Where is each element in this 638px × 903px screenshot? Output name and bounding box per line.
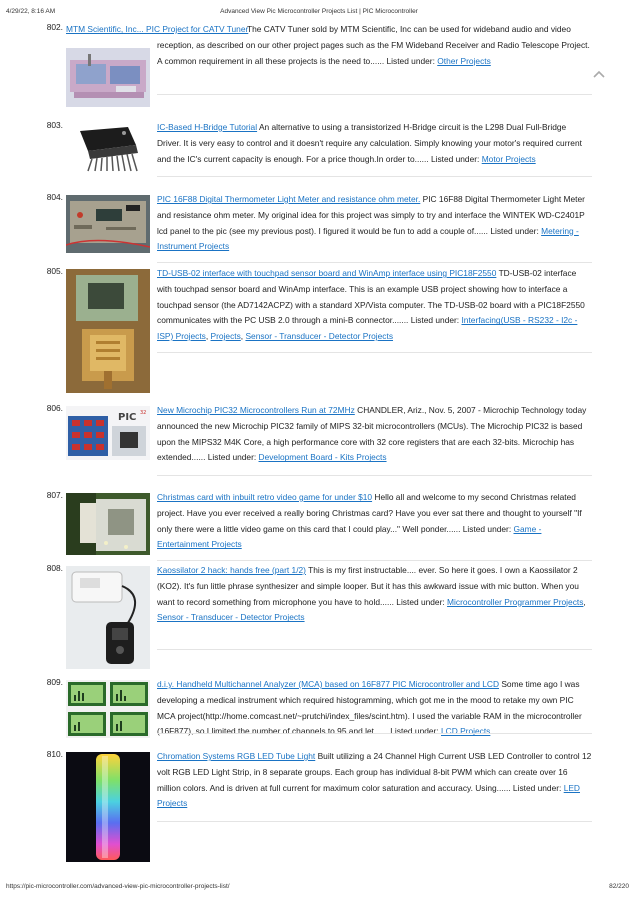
project-link[interactable]: TD-USB-02 interface with touchpad sensor board and WinAmp interface using PIC18F2550 <box>157 268 497 278</box>
entry-number: 805. <box>46 266 63 276</box>
kaossilator-image <box>66 566 150 669</box>
project-link[interactable]: Kaossilator 2 hack: hands free (part 1/2) <box>157 565 306 575</box>
print-footer <box>0 883 638 895</box>
entry-description: This is my first instructable.... ever. So here it goes. I own a Kaossilator 2 (KO2). It's fun little phrase synthesizer and simple looper. But it has this awkward issue with mic button. When you want to record something from microphone you have to hold...... <box>157 565 579 607</box>
entry-description: Built utilizing a 24 Channel High Current USB LED Controller to control 12 volt RGB LED Light Strip, in 8 separate groups. Each group has individual 8-bit PWM which can create over 16 million colors. And is driven at full current for maximum color saturation and accuracy. Using...... <box>157 751 592 793</box>
project-thumbnail <box>66 406 150 460</box>
project-link[interactable]: IC-Based H-Bridge Tutorial <box>157 122 258 132</box>
category-link[interactable]: Interfacing(USB - RS232 - I2c -ISP) Projects <box>157 315 578 342</box>
project-thumbnail <box>66 493 150 555</box>
project-thumbnail <box>66 680 150 738</box>
listed-under-label: Listed under: <box>207 452 257 463</box>
l298-chip-image <box>66 123 150 175</box>
entry-text: TD-USB-02 interface with touchpad sensor board and WinAmp interface using PIC18F2550 TD-USB-02 interface with touchpad sensor board and WinAmp interface. This is an example USB project showing how to interface a touchpad sensor (the AD7142ACPZ) with a standard XP/Vista computer. The TD-USB-02 board with a PIC18F2550 communicates with the PC USB 2.0 through a mini-B connector....... Listed under: Interfacing(USB - RS232 - I2c -ISP) Projects, Projects, Sensor - Transducer - Detector Projects <box>157 268 585 342</box>
mca-lcd-image <box>66 680 150 738</box>
divider <box>157 94 592 95</box>
project-thumbnail <box>66 752 150 862</box>
divider <box>157 176 592 177</box>
page-url: https://pic-microcontroller.com/advanced-view-pic-microcontroller-projects-list/ <box>6 883 230 890</box>
svg-text:32: 32 <box>140 410 147 416</box>
project-link[interactable]: Christmas card with inbuilt retro video game for under $10 <box>157 492 373 502</box>
chevron-up-icon[interactable] <box>592 69 606 79</box>
entry-description: Some time ago I was developing a medical instrument which required histogramming, which got me in the mood to retake my own PIC MCA project(http://home.comcast.net/~prutchi/index_files/scint.htm). I used the variable RAM in the microcontroller (16F877), so I limited the number of channels to 95 and let...... <box>157 679 582 737</box>
touchpad-board-image <box>66 269 150 393</box>
listed-under-label: Listed under: <box>390 726 439 737</box>
entry-description: TD-USB-02 interface with touchpad sensor board and WinAmp interface. This is an example USB project showing how to interface a touchpad sensor (the AD7142ACPZ) with a standard XP/Vista computer. The TD-USB-02 board with a PIC18F2550 communicates with the PC USB 2.0 through a mini-B connector....... <box>157 268 585 326</box>
listed-under-label: Listed under: <box>490 225 539 236</box>
entry-text <box>157 677 592 740</box>
entry-text <box>157 490 592 553</box>
entry-number: 806. <box>46 403 63 413</box>
project-thumbnail <box>66 566 150 669</box>
catv-tuner-image <box>66 48 150 107</box>
listed-under-label: Listed under: <box>410 315 460 326</box>
entry-number: 804. <box>46 192 63 202</box>
entry-number: 809. <box>46 677 63 687</box>
thermometer-board-image <box>66 195 150 253</box>
divider <box>157 649 592 650</box>
divider <box>157 475 592 476</box>
divider <box>157 262 592 263</box>
christmas-card-image <box>66 493 150 555</box>
svg-text:PIC: PIC <box>118 412 137 423</box>
project-thumbnail <box>66 123 150 175</box>
entry-text: Kaossilator 2 hack: hands free (part 1/2) This is my first instructable.... ever. So here it goes. I own a Kaossilator 2 (KO2). It's fun little phrase synthesizer and simple looper. But it has this awkward issue with mic button. When you want to record something from microphone you have to hold...... Listed under: Microcontroller Programmer Projects, Sensor - Transducer - Detector Projects <box>157 565 586 623</box>
listed-under-label: Listed under: <box>396 596 445 607</box>
listed-under-label: Listed under: <box>512 782 562 793</box>
entry-text <box>66 22 592 69</box>
entry-text <box>157 192 592 255</box>
listed-under-label: Listed under: <box>462 523 512 534</box>
category-link[interactable]: LCD Projects <box>441 726 491 737</box>
divider <box>157 352 592 353</box>
listed-under-label: Listed under: <box>386 55 435 66</box>
page-number: 82/220 <box>609 883 629 890</box>
pic32-board-image <box>66 406 150 460</box>
project-thumbnail <box>66 269 150 393</box>
project-link[interactable]: MTM Scientific, Inc... PIC Project for CATV Tuner <box>66 24 249 34</box>
divider <box>157 821 592 822</box>
entry-description: An alternative to using a transistorized H-Bridge circuit is the L298 Dual Full-Bridge Driver. It is very easy to control and it doesn't require any calculation. Simply knowing your motor's required current and the IC's current capacity is enough. For a price though.In order to...... <box>157 122 582 164</box>
entry-description: The CATV Tuner sold by MTM Scientific, Inc can be used for wideband audio and video reception, as described on our other project pages such as the FM Wideband Receiver and Radio Telescope Project. A common requirement in all these projects is the need to...... <box>157 24 590 66</box>
entry-text <box>157 120 592 167</box>
print-header <box>0 0 638 18</box>
category-link[interactable]: LED Projects <box>157 782 580 809</box>
entry-number: 802. <box>46 22 63 32</box>
project-link[interactable]: New Microchip PIC32 Microcontrollers Run at 72MHz <box>157 405 355 415</box>
category-link[interactable]: Game - Entertainment Projects <box>157 523 542 550</box>
entry-description: CHANDLER, Ariz., Nov. 5, 2007 - Microchip Technology today announced the new Microchip PIC32 family of MIPS 32-bit microcontrollers (MCUs). The Microchip PIC32 is based upon the MIPS32 M4K Core, a high performance core with 32 core registers that are each 32-bits. Microchip has extended...... <box>157 405 587 463</box>
print-date: 4/29/22, 8:16 AM <box>6 8 56 15</box>
entry-number: 810. <box>46 749 63 759</box>
project-thumbnail <box>66 48 150 107</box>
entry-number: 808. <box>46 563 63 573</box>
entry-text <box>157 403 592 466</box>
category-link[interactable]: Sensor - Transducer - Detector Projects <box>245 331 394 342</box>
category-link[interactable]: Projects <box>210 331 241 342</box>
project-link[interactable]: PIC 16F88 Digital Thermometer Light Meter and resistance ohm meter. <box>157 194 421 204</box>
entry-number: 803. <box>46 120 63 130</box>
listed-under-label: Listed under: <box>430 153 480 164</box>
category-link[interactable]: Development Board - Kits Projects <box>258 452 387 463</box>
entry-number: 807. <box>46 490 63 500</box>
divider <box>157 733 592 734</box>
page-title: Advanced View Pic Microcontroller Projects List | PIC Microcontroller <box>220 8 418 15</box>
entry-text <box>157 749 592 812</box>
category-link[interactable]: Motor Projects <box>481 153 536 164</box>
category-link[interactable]: Other Projects <box>437 55 491 66</box>
entry-description: PIC 16F88 Digital Thermometer Light Meter and resistance ohm meter. My original idea for this project was simply to try and interface the WINTEK WD-C2401P lcd panel to the pic (see my previous post). I figured it would be fun to add a couple of...... <box>157 194 585 236</box>
project-link[interactable]: d.i.y. Handheld Multichannel Analyzer (MCA) based on 16F877 PIC Microcontroller and LCD <box>157 679 499 689</box>
divider <box>157 560 592 561</box>
category-link[interactable]: Metering - Instrument Projects <box>157 225 579 252</box>
project-thumbnail <box>66 195 150 253</box>
category-link[interactable]: Sensor - Transducer - Detector Projects <box>157 612 305 623</box>
category-link[interactable]: Microcontroller Programmer Projects <box>447 596 584 607</box>
project-link[interactable]: Chromation Systems RGB LED Tube Light <box>157 751 316 761</box>
rgb-led-tube-image <box>66 752 150 862</box>
entry-description: Hello all and welcome to my second Christmas related project. Have you ever received a really boring Christmas card? Have you ever sat there and thought to yourself "If only there were a little video game on this card that I could play..." Well ponder...... <box>157 492 582 534</box>
